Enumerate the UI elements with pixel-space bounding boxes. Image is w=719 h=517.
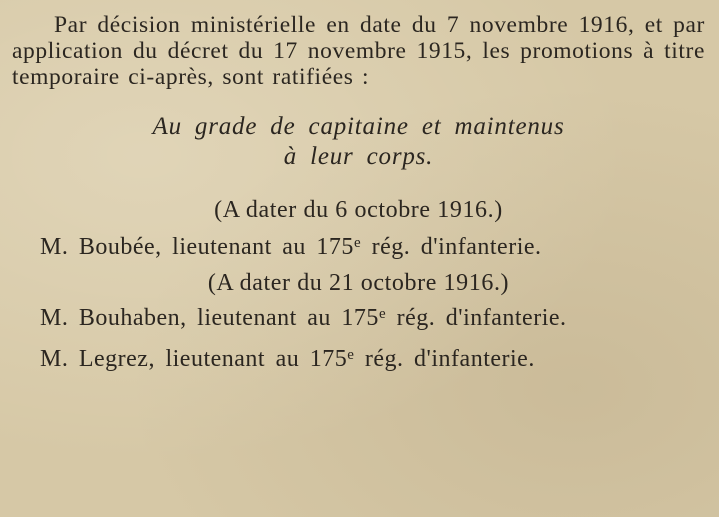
- entry-text: M. Boubée, lieutenant au 175: [40, 234, 354, 260]
- promotion-entry-legrez: [12, 346, 705, 373]
- entry-text-end: rég. d'infanterie.: [386, 305, 567, 331]
- promotion-entry-bouhaben: [12, 305, 705, 332]
- entry-text-end: rég. d'infanterie.: [361, 234, 542, 260]
- effective-date-2: (A dater du 21 octobre 1916.): [207, 270, 510, 296]
- ordinal-suffix: e: [347, 347, 355, 363]
- effective-date-1: (A dater du 6 octobre 1916.): [214, 197, 503, 223]
- section-heading: [12, 112, 705, 172]
- intro-paragraph: Par décision ministérielle en date du 7 novembre 1916, et par application du décret du 17 novembre 1915, les promotions à titre temporaire ci-après, sont ratifiées :: [12, 12, 705, 90]
- heading-line-2: à leur corps.: [283, 143, 434, 170]
- promotion-entry-boubee: [12, 234, 705, 261]
- heading-line-1: Au grade de capitaine et maintenus: [152, 113, 565, 140]
- ordinal-suffix: e: [353, 235, 362, 251]
- entry-text: M. Bouhaben, lieutenant au 175: [40, 305, 379, 331]
- entry-text: M. Legrez, lieutenant au 175: [40, 346, 348, 372]
- ordinal-suffix: e: [378, 306, 387, 322]
- entry-text-end: rég. d'infanterie.: [354, 346, 535, 372]
